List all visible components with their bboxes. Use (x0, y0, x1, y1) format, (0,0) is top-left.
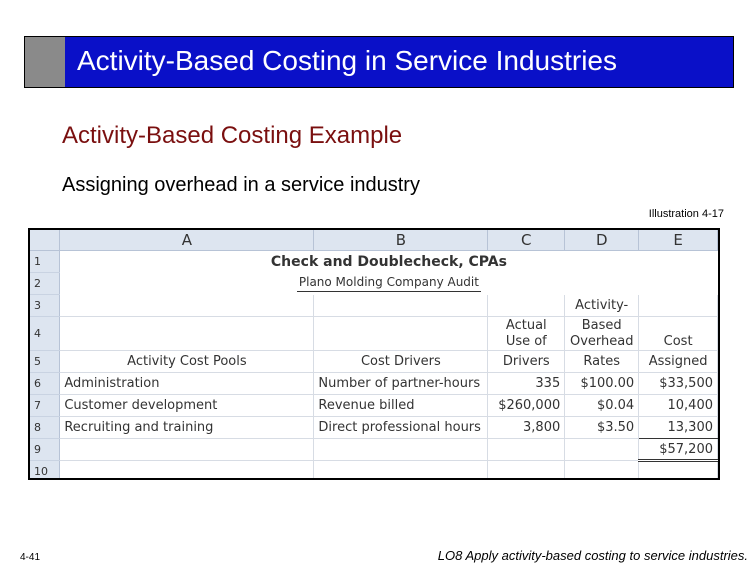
cell[interactable] (639, 295, 718, 317)
company-name: Check and Doublecheck, CPAs (270, 253, 507, 270)
table-row (30, 417, 718, 439)
cell[interactable] (565, 439, 639, 461)
table-row (30, 317, 718, 351)
actual-header-1-cell[interactable] (488, 295, 565, 317)
table-row (30, 461, 718, 481)
cell[interactable] (639, 461, 718, 481)
cell[interactable] (60, 295, 314, 317)
col-header-e[interactable]: E (639, 230, 718, 251)
table-row (30, 273, 718, 295)
cell[interactable] (60, 317, 314, 351)
title-bar (24, 36, 734, 88)
table-row (30, 295, 718, 317)
cost-cell[interactable]: 10,400 (639, 395, 718, 417)
cell[interactable] (60, 461, 314, 481)
page-number: 4-41 (20, 552, 41, 563)
cost-header-2[interactable]: Assigned (639, 351, 718, 373)
cell[interactable] (488, 461, 565, 481)
title-accent (25, 37, 65, 87)
driver-cell[interactable]: Direct professional hours (314, 417, 488, 439)
row-number[interactable]: 9 (30, 439, 60, 461)
cell[interactable] (488, 439, 565, 461)
cost-header-cell[interactable]: Cost (639, 317, 718, 351)
col-header-c[interactable]: C (488, 230, 565, 251)
rate-header-4[interactable]: Rates (565, 351, 639, 373)
row-number[interactable]: 4 (30, 317, 60, 351)
actual-cell[interactable]: $260,000 (488, 395, 565, 417)
table-row (30, 351, 718, 373)
row-number[interactable]: 2 (30, 273, 60, 295)
cell[interactable] (60, 439, 314, 461)
lead-text: Assigning overhead in a service industry (62, 174, 420, 196)
rate-header-cell[interactable]: Based Overhead (565, 317, 639, 351)
column-header-row (30, 230, 718, 251)
spreadsheet-table (30, 230, 718, 480)
table-row (30, 373, 718, 395)
learning-objective: LO8 Apply activity-based costing to service industries. (437, 548, 748, 563)
cost-cell[interactable]: 13,300 (639, 417, 718, 439)
cost-cell[interactable]: $33,500 (639, 373, 718, 395)
actual-header-cell[interactable]: Actual Use of (488, 317, 565, 351)
rate-header-1[interactable]: Activity- (565, 295, 639, 317)
col-header-a[interactable]: A (60, 230, 314, 251)
select-all-corner[interactable] (30, 230, 60, 251)
driver-cell[interactable]: Number of partner-hours (314, 373, 488, 395)
slide-subtitle: Activity-Based Costing Example (62, 122, 403, 149)
cell[interactable] (314, 317, 488, 351)
audit-name: Plano Molding Company Audit (60, 273, 718, 295)
rate-cell[interactable]: $3.50 (565, 417, 639, 439)
spreadsheet (28, 228, 720, 480)
illustration-label: Illustration 4-17 (648, 208, 724, 220)
pool-cell[interactable]: Recruiting and training (60, 417, 314, 439)
row-number[interactable]: 3 (30, 295, 60, 317)
table-row (30, 439, 718, 461)
col-header-b[interactable]: B (314, 230, 488, 251)
table-row (30, 251, 718, 273)
drivers-header[interactable]: Cost Drivers (314, 351, 488, 373)
row-number[interactable]: 10 (30, 461, 60, 481)
slide-title: Activity-Based Costing in Service Industries (77, 45, 617, 76)
cell[interactable] (314, 439, 488, 461)
rate-cell[interactable]: $0.04 (565, 395, 639, 417)
total-cost-cell[interactable]: $57,200 (639, 439, 718, 461)
row-number[interactable]: 7 (30, 395, 60, 417)
actual-cell[interactable]: 335 (488, 373, 565, 395)
actual-header-3[interactable]: Drivers (488, 351, 565, 373)
col-header-d[interactable]: D (565, 230, 639, 251)
row-number[interactable]: 8 (30, 417, 60, 439)
cell[interactable] (314, 295, 488, 317)
row-number[interactable]: 5 (30, 351, 60, 373)
rate-cell[interactable]: $100.00 (565, 373, 639, 395)
row-number[interactable]: 6 (30, 373, 60, 395)
cell[interactable] (565, 461, 639, 481)
table-row (30, 395, 718, 417)
cell[interactable] (314, 461, 488, 481)
pool-cell[interactable]: Customer development (60, 395, 314, 417)
pools-header[interactable]: Activity Cost Pools (60, 351, 314, 373)
row-number[interactable]: 1 (30, 251, 60, 273)
driver-cell[interactable]: Revenue billed (314, 395, 488, 417)
pool-cell[interactable]: Administration (60, 373, 314, 395)
actual-cell[interactable]: 3,800 (488, 417, 565, 439)
